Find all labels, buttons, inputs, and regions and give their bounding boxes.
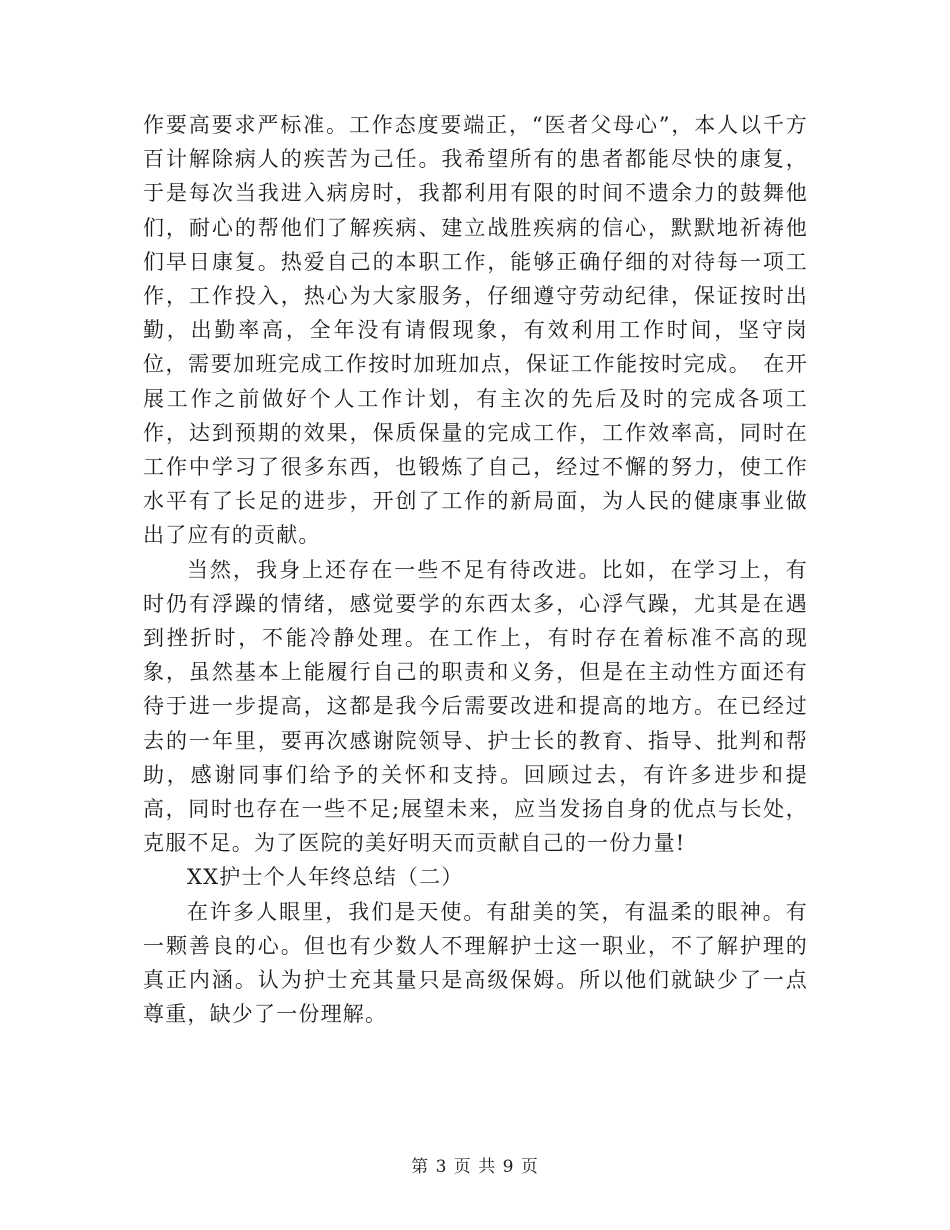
paragraph-continuation: 作要高要求严标准。工作态度要端正，“医者父母心”，本人以千方百计解除病人的疾苦为己任。我希望所有的患者都能尽快的康复，于是每次当我进入病房时，我都利用有限的时间不遗余力的鼓舞他们，耐心的帮他们了解疾病、建立战胜疾病的信心，默默地祈祷他们早日康复。热爱自己的本职工作，能够正确仔细的对待每一项工作，工作投入，热心为大家服务，仔细遵守劳动纪律，保证按时出勤，出勤率高，全年没有请假现象，有效利用工作时间，坚守岗位，需要加班完成工作按时加班加点，保证工作能按时完成。 在开展工作之前做好个人工作计划，有主次的先后及时的完成各项工作，达到预期的效果，保质保量的完成工作，工作效率高，同时在工作中学习了很多东西，也锻炼了自己，经过不懈的努力，使工作水平有了长足的进步，开创了工作的新局面，为人民的健康事业做出了应有的贡献。 bbox=[143, 113, 808, 548]
paragraph-angels: 在许多人眼里，我们是天使。有甜美的笑，有温柔的眼神。有一颗善良的心。但也有少数人不理解护士这一职业，不了解护理的真正内涵。认为护士充其量只是高级保姆。所以他们就缺少了一点尊重，缺少了一份理解。 bbox=[143, 899, 808, 1027]
footer-total-pages: 9 bbox=[502, 1157, 515, 1177]
paragraph-shortcomings: 当然，我身上还存在一些不足有待改进。比如，在学习上，有时仍有浮躁的情绪，感觉要学的东西太多，心浮气躁，尤其是在遇到挫折时，不能冷静处理。在工作上，有时存在着标准不高的现象，虽然基本上能履行自己的职责和义务，但是在主动性方面还有待于进一步提高，这都是我今后需要改进和提高的地方。在已经过去的一年里，要再次感谢院领导、护士长的教育、指导、批判和帮助，感谢同事们给予的关怀和支持。回顾过去，有许多进步和提高，同时也存在一些不足;展望未来，应当发扬自身的优点与长处，克服不足。为了医院的美好明天而贡献自己的一份力量! bbox=[143, 557, 808, 856]
section-heading: XX护士个人年终总结（二） bbox=[187, 865, 464, 890]
footer-middle: 页 共 bbox=[453, 1157, 497, 1177]
footer-suffix: 页 bbox=[520, 1157, 539, 1177]
footer-prefix: 第 bbox=[411, 1157, 430, 1177]
page-footer bbox=[0, 1152, 950, 1177]
footer-current-page: 3 bbox=[435, 1157, 448, 1177]
document-body bbox=[143, 108, 808, 1031]
